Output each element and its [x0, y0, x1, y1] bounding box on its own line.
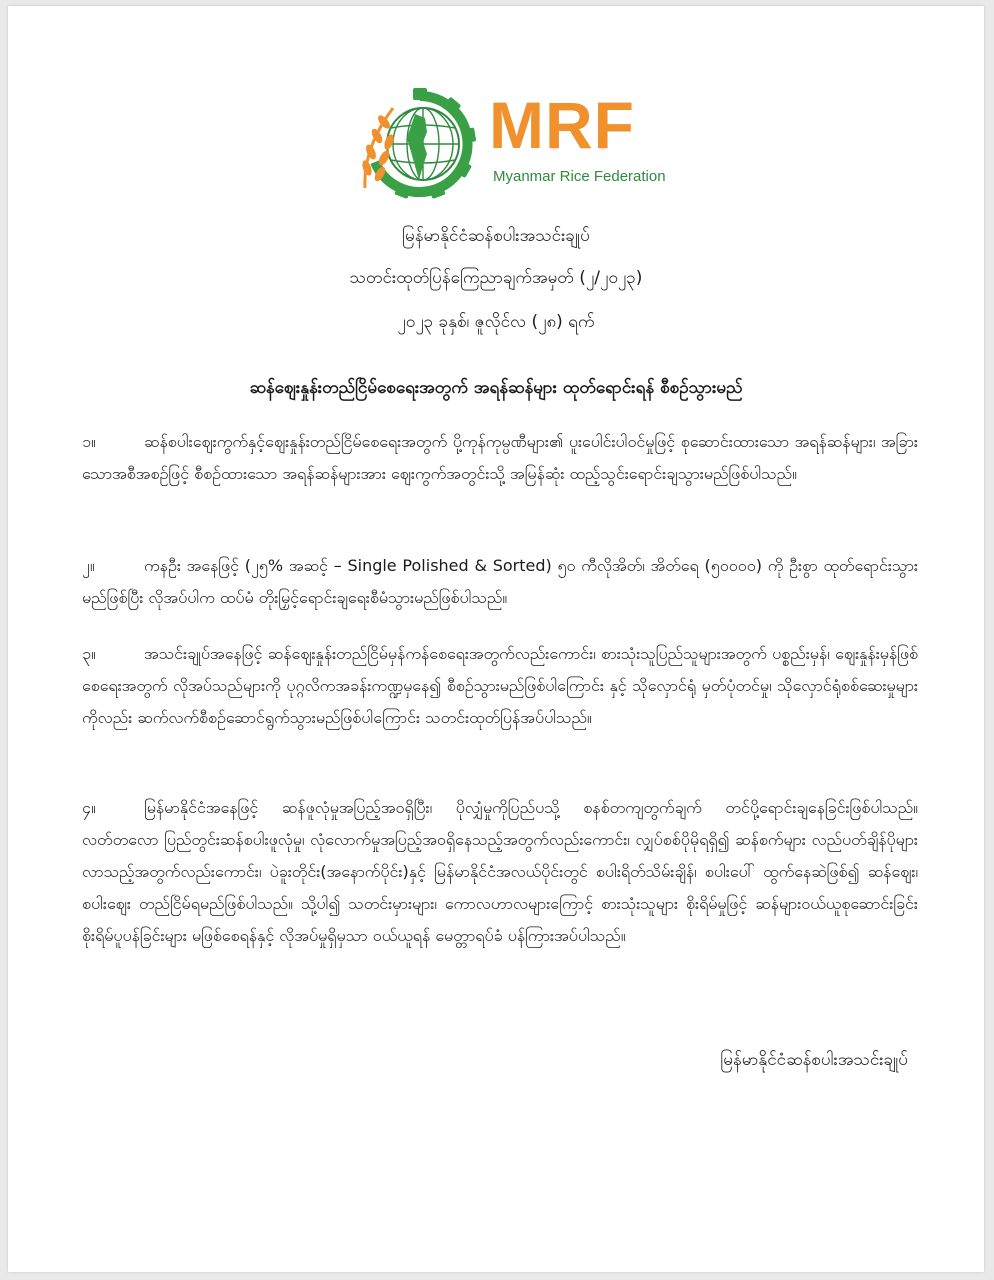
- logo-brand-text: MRF: [489, 88, 635, 162]
- paragraph-1: [82, 426, 918, 490]
- paragraph-3: [82, 638, 918, 734]
- paragraph-4-number: ၄။: [82, 798, 96, 817]
- mrf-logo: [353, 88, 673, 200]
- paragraph-3-text: အသင်းချုပ်အနေဖြင့် ဆန်ဈေးနှုန်းတည်ငြိမ်မှန်ကန်စေရေးအတွက်လည်းကောင်း၊ စားသုံးသူပြည်သူများအတွက် ပစ္စည်းမှန်၊ ဈေးနှုန်းမှန်ဖြစ်စေရေးအတွက် လိုအပ်သည်များကို ပုဂ္ဂလိကအခန်းကဏ္ဍမှနေ၍ စီစဉ်သွားမည်ဖြစ်ပါကြောင်း နှင့် သိုလှောင်ရုံ မှတ်ပုံတင်မှု၊ သိုလှောင်ရုံစစ်ဆေးမှုများ ကိုလည်း ဆက်လက်စီစဉ်ဆောင်ရွက်သွားမည်ဖြစ်ပါကြောင်း သတင်းထုတ်ပြန်အပ်ပါသည်။: [82, 644, 918, 727]
- logo-subtitle: Myanmar Rice Federation: [493, 168, 666, 185]
- header-organization: မြန်မာနိုင်ငံဆန်စပါးအသင်းချုပ်: [402, 226, 590, 246]
- paragraph-4-text: မြန်မာနိုင်ငံအနေဖြင့် ဆန်ဖူလုံမှုအပြည့်အဝရှိပြီး၊ ပိုလျှံမှုကိုပြည်ပသို့ စနစ်တကျတွက်ချက် တင်ပို့ရောင်းချနေခြင်းဖြစ်ပါသည်။ လတ်တလော ပြည်တွင်းဆန်စပါးဖူလုံမှု၊ လုံလောက်မှုအပြည့်အဝရှိနေသည့်အတွက်လည်းကောင်း၊ လျှပ်စစ်ပိုမိုရရှိ၍ ဆန်စက်များ လည်ပတ်ချိန်ပိုများလာသည့်အတွက်လည်းကောင်း၊ ပဲခူးတိုင်း(အနောက်ပိုင်း)နှင့် မြန်မာနိုင်ငံအလယ်ပိုင်းတွင် စပါးရိတ်သိမ်းချိန်၊ စပါးပေါ် ထွက်နေဆဲဖြစ်၍ ဆန်ဈေး၊ စပါးဈေး တည်ငြိမ်ရမည်ဖြစ်ပါသည်။ သို့ပါ၍ သတင်းမှားများ၊ ကောလဟာလများကြောင့် စားသုံးသူများ စိုးရိမ်မှုဖြင့် ဆန်များဝယ်ယူစုဆောင်းခြင်းစိုးရိမ်ပူပန်ခြင်းများ မဖြစ်စေရန်နှင့် လိုအပ်မှုရှိမှသာ ဝယ်ယူရန် မေတ္တာရပ်ခံ ပန်ကြားအပ်ပါသည်။: [82, 798, 918, 945]
- header-date: ၂၀၂၃ ခုနှစ်၊ ဇူလိုင်လ (၂၈) ရက်: [397, 312, 595, 332]
- document-page: [8, 6, 984, 1272]
- paragraph-1-number: ၁။: [82, 432, 96, 451]
- statement-title: ဆန်ဈေးနှုန်းတည်ငြိမ်စေရေးအတွက် အရန်ဆန်များ ထုတ်ရောင်းရန် စီစဉ်သွားမည်: [249, 378, 743, 398]
- signature-organization: မြန်မာနိုင်ငံဆန်စပါးအသင်းချုပ်: [720, 1050, 908, 1070]
- paragraph-3-number: ၃။: [82, 644, 96, 663]
- paragraph-4: [82, 792, 918, 952]
- paragraph-1-text: ဆန်စပါးဈေးကွက်နှင့်ဈေးနှုန်းတည်ငြိမ်စေရေးအတွက် ပို့ကုန်ကုမ္ပဏီများ၏ ပူးပေါင်းပါဝင်မှုဖြင့် စုဆောင်းထားသော အရန်ဆန်များ၊ အခြားသောအစီအစဉ်ဖြင့် စီစဉ်ထားသော အရန်ဆန်များအား ဈေးကွက်အတွင်းသို့ အမြန်ဆုံး ထည့်သွင်းရောင်းချသွားမည်ဖြစ်ပါသည်။: [82, 432, 918, 483]
- paragraph-2: [82, 550, 918, 614]
- paragraph-2-number: ၂။: [82, 556, 95, 575]
- paragraph-2-text: ကနဦး အနေဖြင့် (၂၅% အဆင့် – Single Polished & Sorted) ၅၀ ကီလိုအိတ်၊ အိတ်ရေ (၅၀၀၀၀) ကို ဦးစွာ ထုတ်ရောင်းသွားမည်ဖြစ်ပြီး လိုအပ်ပါက ထပ်မံ တိုးမြှင့်ရောင်းချရေးစီမံသွားမည်ဖြစ်ပါသည်။: [82, 556, 918, 607]
- header-statement-number: သတင်းထုတ်ပြန်ကြေညာချက်အမှတ် (၂/၂၀၂၃): [349, 268, 643, 288]
- gear-globe-emblem-icon: [353, 88, 487, 200]
